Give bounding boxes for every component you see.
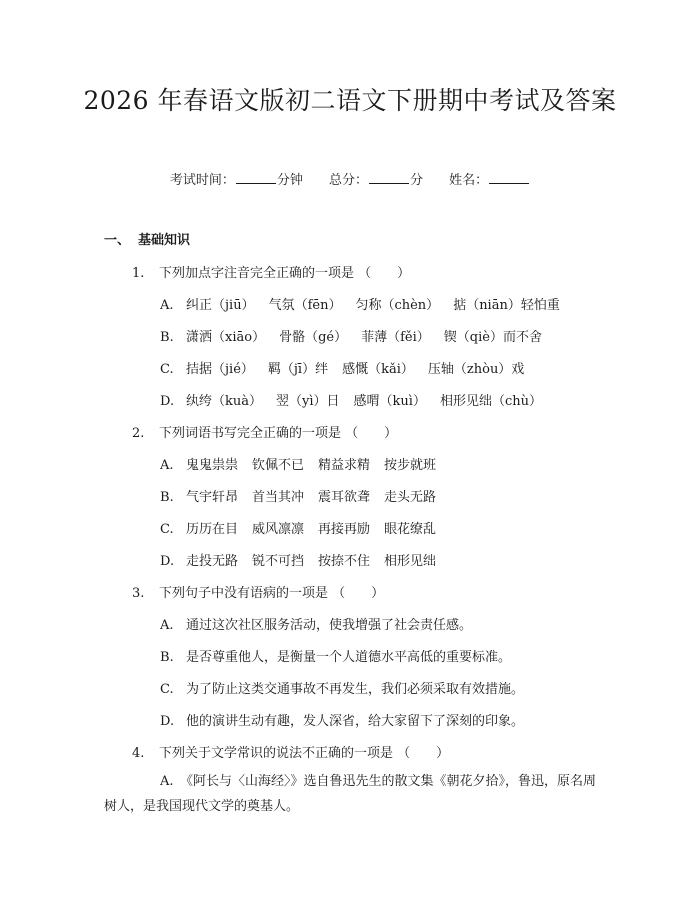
option-word: 匀称（chèn）	[355, 298, 440, 313]
option-word: 精益求精	[318, 458, 371, 473]
option-word: 走投无路	[186, 554, 239, 569]
question-number: 1.	[132, 266, 145, 281]
exam-time-unit: 分钟	[276, 173, 303, 188]
option-word: 震耳欲聋	[318, 490, 371, 505]
option-word: 纠正（jiū）	[186, 298, 255, 313]
section-title: 基础知识	[138, 233, 191, 248]
option-word: 气宇轩昂	[186, 490, 239, 505]
question-text: 下列句子中没有语病的一项是 （ ）	[159, 586, 385, 601]
total-score-blank	[369, 171, 409, 184]
option-letter: A.	[160, 298, 174, 313]
option-word: 羁（jī）绊	[267, 362, 329, 377]
name-label: 姓名：	[449, 173, 489, 188]
question-number: 2.	[132, 426, 145, 441]
option-letter: D.	[160, 554, 175, 569]
question-text: 下列加点字注音完全正确的一项是 （ ）	[159, 266, 411, 281]
option-letter: A.	[160, 458, 174, 473]
option-letter: C.	[160, 522, 174, 537]
total-score-label: 总分：	[328, 173, 368, 188]
option-word: 走头无路	[384, 490, 437, 505]
option-1d	[160, 390, 556, 409]
option-1b	[160, 326, 556, 345]
exam-time-blank	[236, 171, 276, 184]
option-letter: B.	[160, 330, 174, 345]
exam-time-field	[170, 169, 303, 188]
option-letter: A.	[160, 618, 174, 633]
question-2	[132, 422, 397, 441]
option-word: 纨绔（kuà）	[186, 394, 263, 409]
option-letter: C.	[160, 682, 174, 697]
name-field	[449, 169, 530, 188]
option-word: 感慨（kǎi）	[342, 362, 414, 377]
option-letter: C.	[160, 362, 174, 377]
option-sentence: 通过这次社区服务活动，使我增强了社会责任感。	[186, 618, 473, 633]
total-score-field	[329, 169, 423, 188]
option-word: 鬼鬼祟祟	[186, 458, 239, 473]
option-word: 相形见绌	[384, 554, 437, 569]
option-2c	[160, 518, 450, 537]
exam-time-label: 考试时间：	[169, 173, 235, 188]
option-word: 眼花缭乱	[384, 522, 437, 537]
option-word: 再接再励	[318, 522, 371, 537]
total-score-unit: 分	[410, 173, 424, 188]
option-word: 气氛（fēn）	[268, 298, 342, 313]
option-word: 菲薄（fěi）	[361, 330, 430, 345]
option-word: 相形见绌（chù）	[439, 394, 542, 409]
exam-info-line	[0, 169, 700, 188]
option-word: 按步就班	[384, 458, 437, 473]
option-word: 钦佩不已	[252, 458, 305, 473]
option-3a	[160, 614, 472, 633]
question-number: 4.	[132, 746, 145, 761]
section-number: 一、	[104, 233, 131, 248]
option-3d	[160, 710, 524, 729]
option-3b	[160, 646, 511, 665]
question-number: 3.	[132, 586, 145, 601]
option-word: 压轴（zhòu）戏	[427, 362, 525, 377]
option-word: 历历在目	[186, 522, 239, 537]
option-word: 潇洒（xiāo）	[186, 330, 266, 345]
option-sentence: 是否尊重他人，是衡量一个人道德水平高低的重要标准。	[186, 650, 512, 665]
option-word: 翌（yì）日	[276, 394, 340, 409]
page-title: 2026 年春语文版初二语文下册期中考试及答案	[83, 86, 617, 115]
section-heading	[104, 229, 190, 248]
option-word: 锐不可挡	[252, 554, 305, 569]
option-2d	[160, 550, 450, 569]
name-blank	[489, 171, 529, 184]
option-letter: D.	[160, 394, 175, 409]
option-2b	[160, 486, 450, 505]
option-letter: D.	[160, 714, 175, 729]
option-2a	[160, 454, 450, 473]
question-text: 下列词语书写完全正确的一项是 （ ）	[159, 426, 398, 441]
option-word: 掂（niān）轻怕重	[453, 298, 560, 313]
option-4a-paragraph: A. 《阿长与〈山海经〉》选自鲁迅先生的散文集《朝花夕拾》，鲁迅，原名周树人，是我国现代文学的奠基人。	[104, 774, 597, 814]
option-word: 按捺不住	[318, 554, 371, 569]
option-sentence: 为了防止这类交通事故不再发生，我们必须采取有效措施。	[186, 682, 525, 697]
question-4	[132, 742, 449, 761]
option-1a	[160, 294, 574, 313]
question-3	[132, 582, 384, 601]
option-word: 首当其冲	[252, 490, 305, 505]
option-letter: B.	[160, 650, 174, 665]
option-word: 感喟（kuì）	[353, 394, 426, 409]
option-1c	[160, 358, 538, 377]
question-text: 下列关于文学常识的说法不正确的一项是 （ ）	[159, 746, 450, 761]
option-word: 威风凛凛	[252, 522, 305, 537]
option-word: 拮据（jié）	[186, 362, 254, 377]
question-1	[132, 262, 410, 281]
option-letter: B.	[160, 490, 174, 505]
option-3c	[160, 678, 524, 697]
option-word: 锲（qiè）而不舍	[443, 330, 542, 345]
option-word: 骨骼（gé）	[279, 330, 348, 345]
option-sentence: 他的演讲生动有趣，发人深省，给大家留下了深刻的印象。	[186, 714, 525, 729]
